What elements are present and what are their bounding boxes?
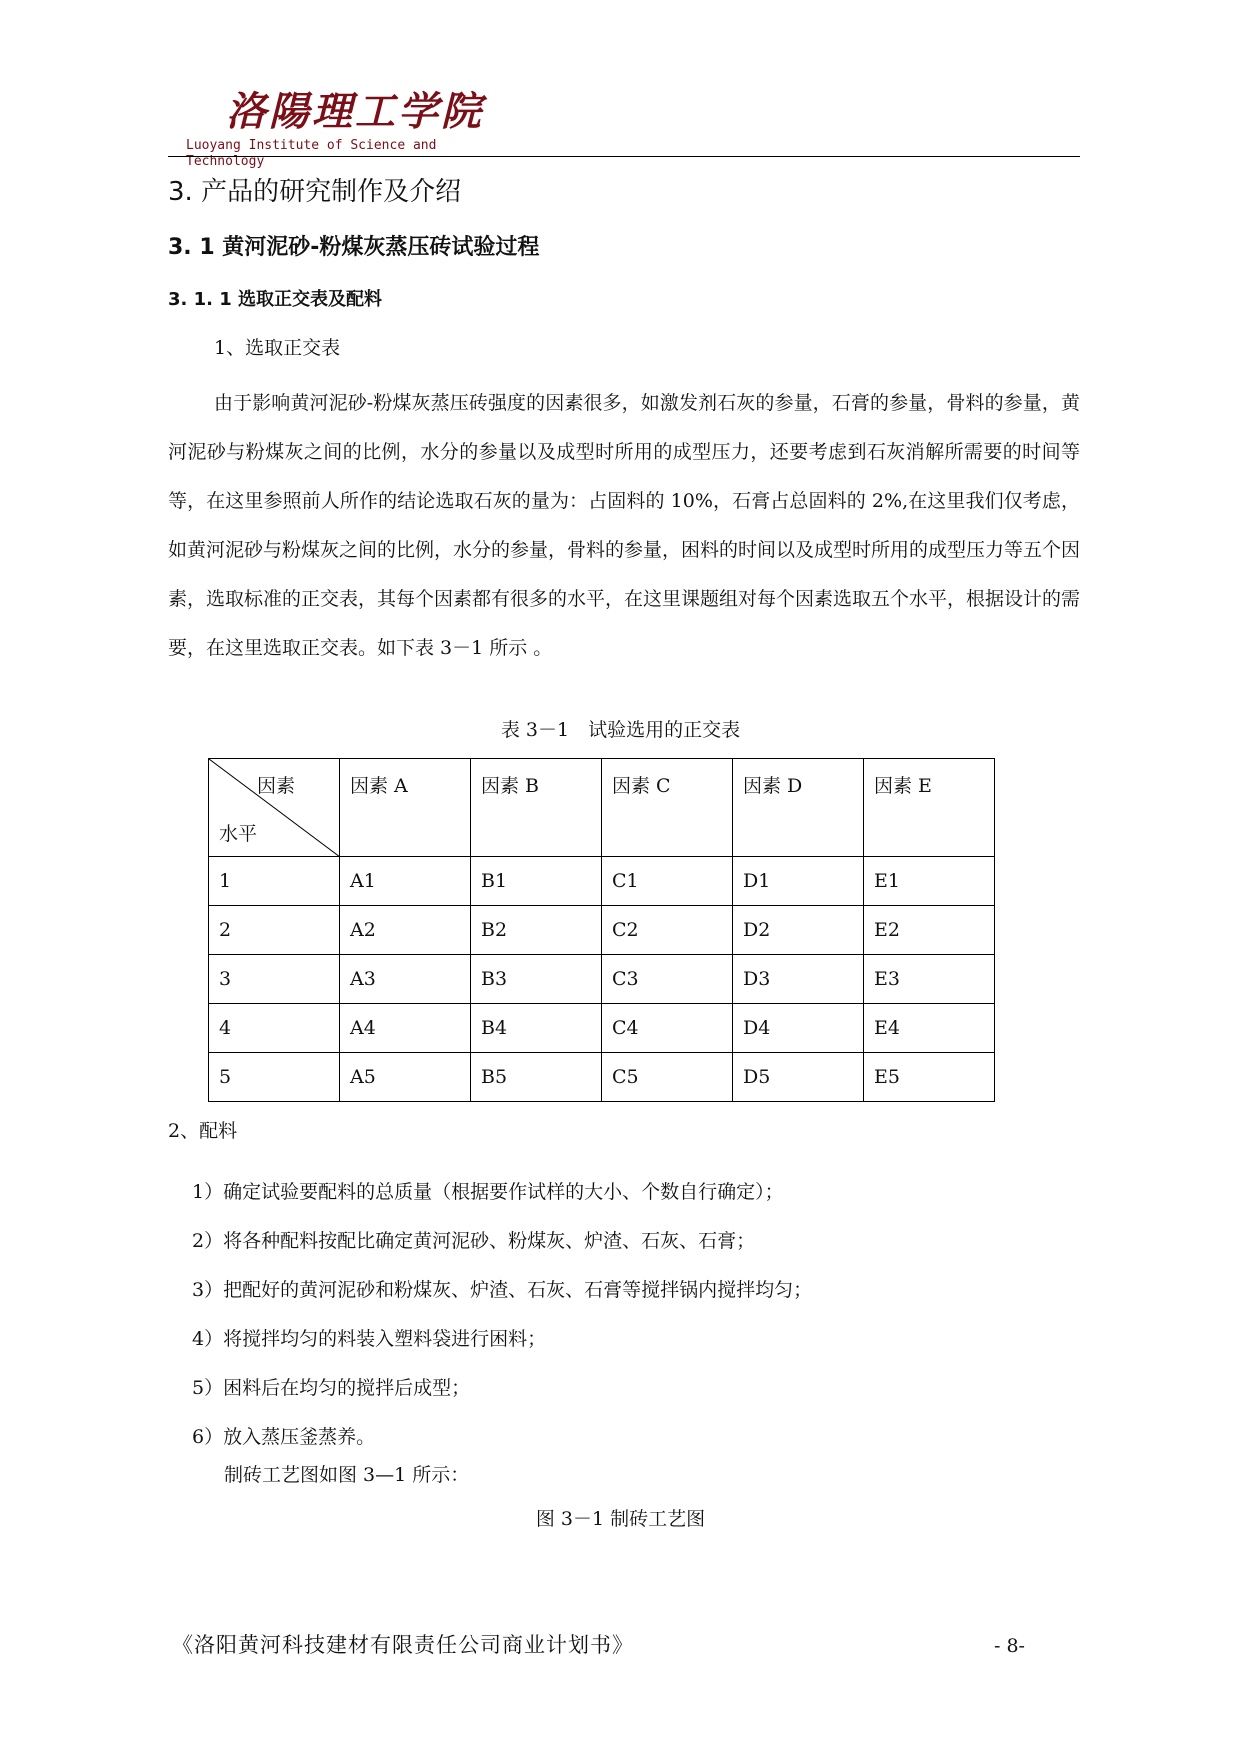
table-cell: D1 bbox=[733, 857, 864, 906]
table-cell: E5 bbox=[864, 1053, 995, 1102]
table-row bbox=[209, 1004, 995, 1053]
header-rule bbox=[168, 156, 1080, 157]
table-cell: E4 bbox=[864, 1004, 995, 1053]
table-cell: 3 bbox=[209, 955, 340, 1004]
table-cell: C2 bbox=[602, 906, 733, 955]
institute-logo bbox=[186, 88, 516, 169]
table-cell: 2 bbox=[209, 906, 340, 955]
table-header-cell: 因素 A bbox=[340, 759, 471, 857]
table-cell: A2 bbox=[340, 906, 471, 955]
section-1-title: 1、选取正交表 bbox=[214, 337, 341, 359]
table-row bbox=[209, 955, 995, 1004]
table-caption: 表 3－1 试验选用的正交表 bbox=[500, 719, 741, 741]
orthogonal-table bbox=[208, 758, 995, 1102]
list-item: 6）放入蒸压釜蒸养。 bbox=[192, 1426, 376, 1448]
logo-chinese-name: 洛陽理工学院 bbox=[226, 88, 484, 135]
table-cell: 1 bbox=[209, 857, 340, 906]
table-header-cell: 因素 E bbox=[864, 759, 995, 857]
figure-intro: 制砖工艺图如图 3—1 所示： bbox=[224, 1464, 470, 1486]
table-header-cell: 因素 C bbox=[602, 759, 733, 857]
table-cell: A3 bbox=[340, 955, 471, 1004]
table-row bbox=[209, 1053, 995, 1102]
table-cell: B1 bbox=[471, 857, 602, 906]
mixing-steps-list bbox=[192, 1168, 812, 1462]
table-cell: C4 bbox=[602, 1004, 733, 1053]
heading-2: 3. 1 黄河泥砂-粉煤灰蒸压砖试验过程 bbox=[168, 235, 540, 260]
logo-english-name: Luoyang Institute of Science and Technology bbox=[186, 138, 437, 169]
table-cell: B2 bbox=[471, 906, 602, 955]
corner-factor-label: 因素 bbox=[256, 775, 295, 797]
section-2-title: 2、配料 bbox=[168, 1120, 238, 1142]
table-cell: A4 bbox=[340, 1004, 471, 1053]
table-cell: B3 bbox=[471, 955, 602, 1004]
table-cell: 4 bbox=[209, 1004, 340, 1053]
list-item: 3）把配好的黄河泥砂和粉煤灰、炉渣、石灰、石膏等搅拌锅内搅拌均匀； bbox=[192, 1279, 813, 1301]
list-item: 1）确定试验要配料的总质量（根据要作试样的大小、个数自行确定）； bbox=[192, 1181, 784, 1203]
table-header-cell: 因素 D bbox=[733, 759, 864, 857]
table-cell: A5 bbox=[340, 1053, 471, 1102]
table-cell: E1 bbox=[864, 857, 995, 906]
table-cell: C5 bbox=[602, 1053, 733, 1102]
corner-level-label: 水平 bbox=[219, 823, 258, 845]
heading-3: 3. 1. 1 选取正交表及配料 bbox=[168, 289, 383, 310]
table-row bbox=[209, 857, 995, 906]
figure-caption: 图 3－1 制砖工艺图 bbox=[535, 1508, 706, 1530]
table-cell: E2 bbox=[864, 906, 995, 955]
table-cell: B5 bbox=[471, 1053, 602, 1102]
table-cell: C1 bbox=[602, 857, 733, 906]
table-cell: D5 bbox=[733, 1053, 864, 1102]
heading-1: 3. 产品的研究制作及介绍 bbox=[168, 177, 462, 207]
table-cell: B4 bbox=[471, 1004, 602, 1053]
table-row bbox=[209, 906, 995, 955]
list-item: 4）将搅拌均匀的料装入塑料袋进行困料； bbox=[192, 1328, 547, 1350]
table-cell: D2 bbox=[733, 906, 864, 955]
footer-document-title: 《洛阳黄河科技建材有限责任公司商业计划书》 bbox=[172, 1633, 634, 1657]
table-cell: 5 bbox=[209, 1053, 340, 1102]
table-header-row bbox=[209, 759, 995, 857]
table-cell: E3 bbox=[864, 955, 995, 1004]
table-cell: D4 bbox=[733, 1004, 864, 1053]
table-cell: C3 bbox=[602, 955, 733, 1004]
list-item: 5）困料后在均匀的搅拌后成型； bbox=[192, 1377, 471, 1399]
table-header-cell: 因素 B bbox=[471, 759, 602, 857]
table-cell: A1 bbox=[340, 857, 471, 906]
table-cell: D3 bbox=[733, 955, 864, 1004]
body-paragraph: 由于影响黄河泥砂-粉煤灰蒸压砖强度的因素很多，如激发剂石灰的参量，石膏的参量，骨料的参量，黄河泥砂与粉煤灰之间的比例，水分的参量以及成型时所用的成型压力，还要考虑到石灰消解所需要的时间等等，在这里参照前人所作的结论选取石灰的量为：占固料的 10%，石膏占总固料的 2%,在这里我们仅考虑，如黄河泥砂与粉煤灰之间的比例，水分的参量，骨料的参量，困料的时间以及成型时所用的成型压力等五个因素，选取标准的正交表，其每个因素都有很多的水平，在这里课题组对每个因素选取五个水平，根据设计的需要，在这里选取正交表。如下表 3－1 所示 。 bbox=[168, 392, 1081, 659]
table-corner-cell bbox=[209, 759, 340, 857]
page-number: - 8- bbox=[994, 1635, 1025, 1657]
list-item: 2）将各种配料按配比确定黄河泥砂、粉煤灰、炉渣、石灰、石膏； bbox=[192, 1230, 756, 1252]
